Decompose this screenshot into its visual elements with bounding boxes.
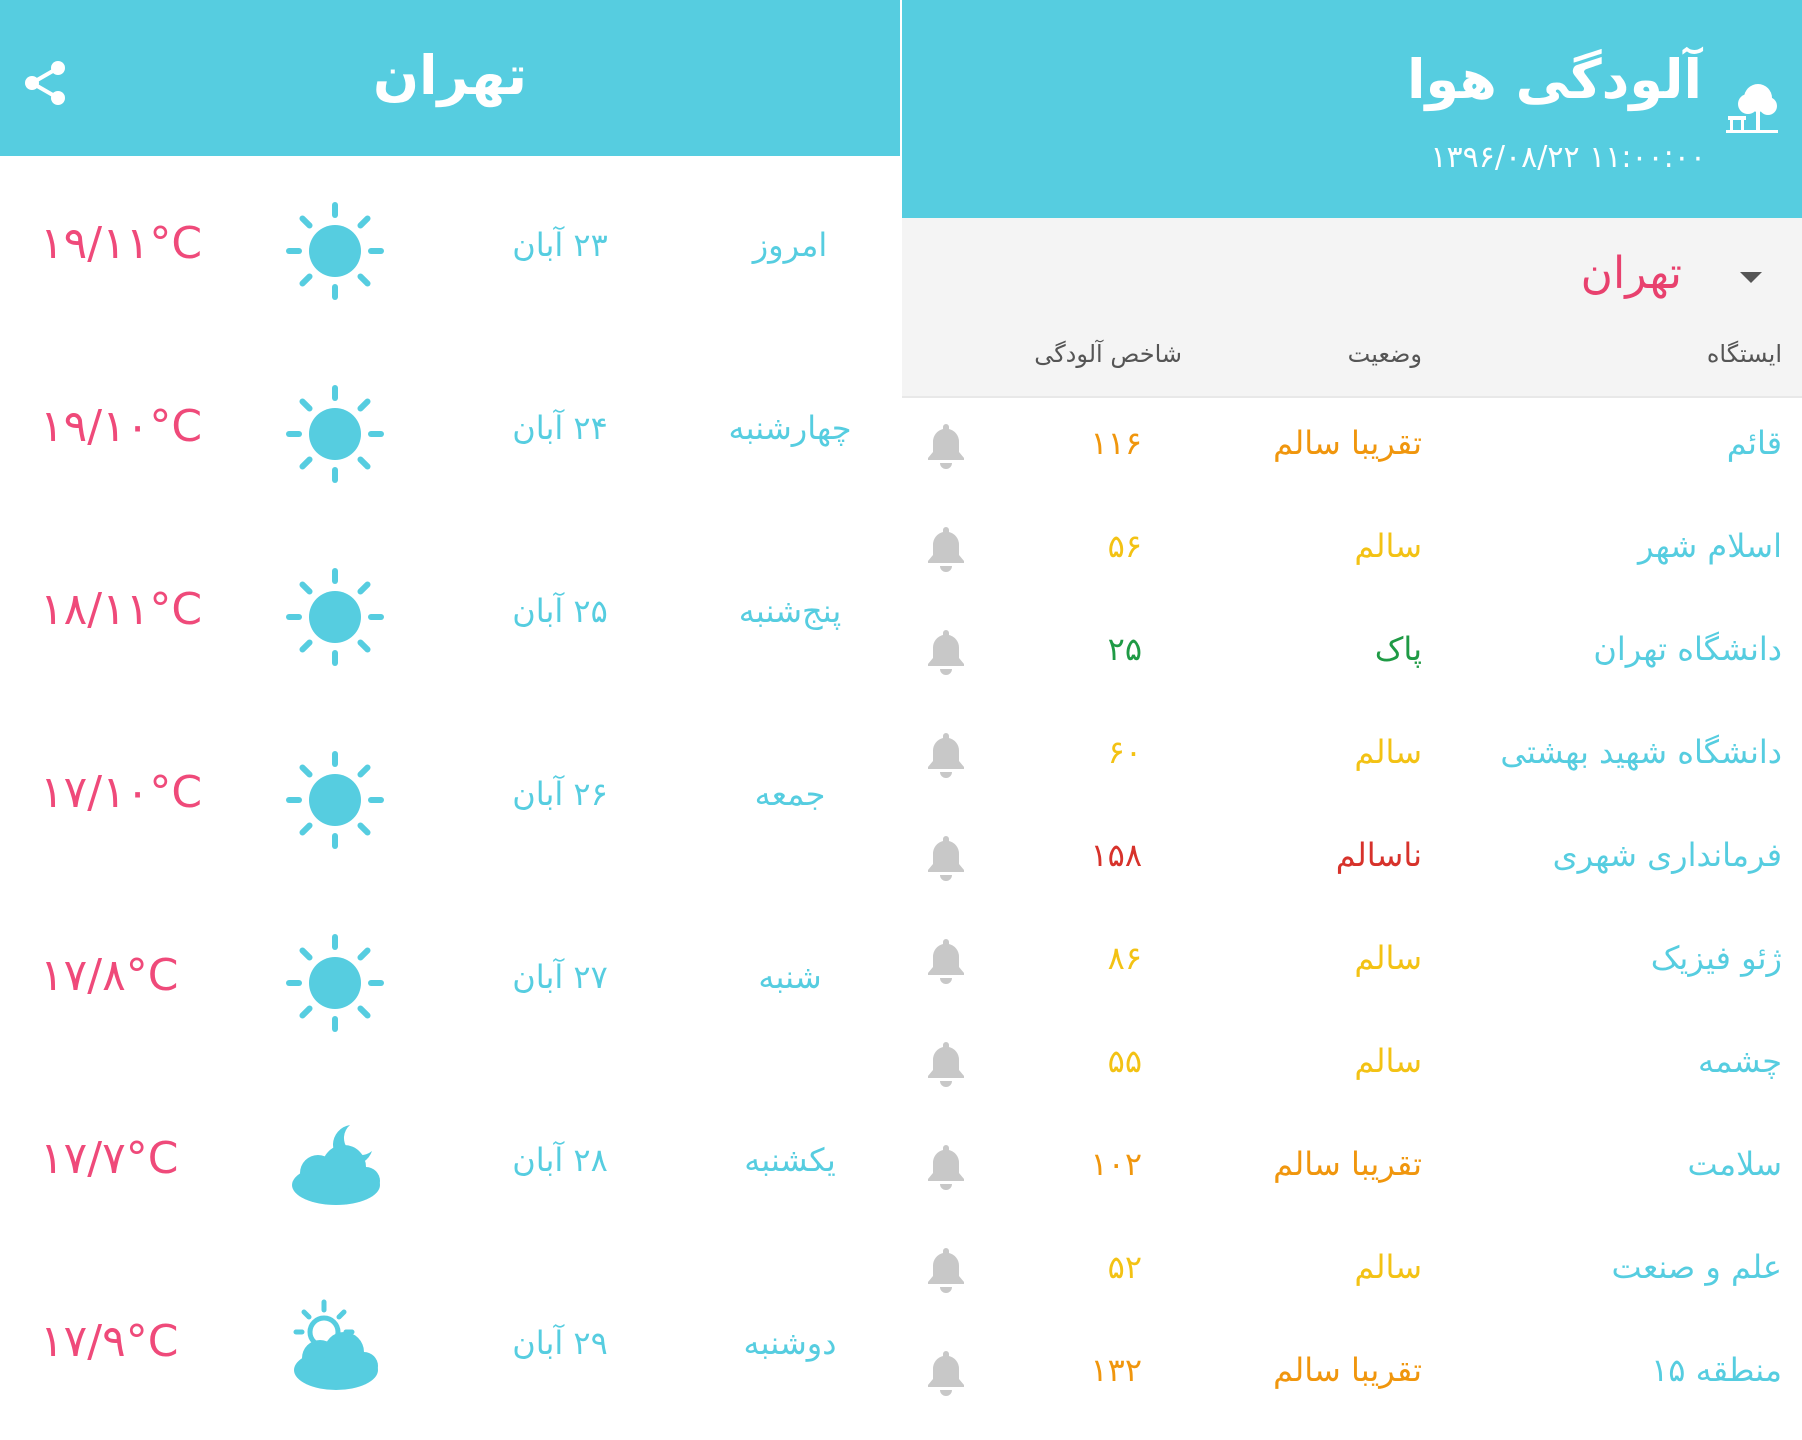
station-status: ناسالم xyxy=(1335,836,1422,874)
forecast-temp: ۱۹/۱۰°C xyxy=(40,401,203,452)
forecast-day: شنبه xyxy=(758,958,822,996)
bell-icon[interactable] xyxy=(924,626,968,676)
station-status: پاک xyxy=(1374,630,1422,668)
station-index: ۱۵۸ xyxy=(1090,836,1142,874)
sun-icon xyxy=(280,745,390,855)
forecast-date: ۲۶ آبان xyxy=(512,775,608,813)
forecast-temp: ۱۷/۹°C xyxy=(40,1316,179,1367)
station-row[interactable] xyxy=(902,1119,1802,1221)
sun-icon xyxy=(280,196,390,306)
pollution-panel xyxy=(902,0,1802,1440)
station-row[interactable] xyxy=(902,810,1802,912)
station-row[interactable] xyxy=(902,1016,1802,1118)
station-status: تقریبا سالم xyxy=(1273,1351,1422,1389)
forecast-panel xyxy=(0,0,900,1440)
forecast-temp: ۱۸/۱۱°C xyxy=(40,584,203,635)
forecast-row xyxy=(0,1071,900,1254)
forecast-row xyxy=(0,705,900,888)
bell-icon[interactable] xyxy=(924,1038,968,1088)
sun-icon xyxy=(280,928,390,1038)
forecast-row xyxy=(0,1254,900,1437)
station-name: چشمه xyxy=(1698,1042,1782,1080)
app-title: آلودگی هوا xyxy=(1407,48,1702,111)
station-status: سالم xyxy=(1354,733,1422,771)
bell-icon[interactable] xyxy=(924,420,968,470)
station-name: منطقه ۱۵ xyxy=(1651,1351,1782,1389)
forecast-day: جمعه xyxy=(754,775,826,813)
forecast-day: دوشنبه xyxy=(743,1324,837,1362)
forecast-day: یکشنبه xyxy=(744,1141,836,1179)
cloud-sun-icon xyxy=(280,1294,390,1404)
column-header-station: ایستگاه xyxy=(1706,340,1782,368)
station-index: ۸۶ xyxy=(1107,939,1142,977)
forecast-row xyxy=(0,888,900,1071)
bell-icon[interactable] xyxy=(924,1244,968,1294)
station-status: تقریبا سالم xyxy=(1273,1145,1422,1183)
station-index: ۱۳۲ xyxy=(1090,1351,1142,1389)
station-status: سالم xyxy=(1354,939,1422,977)
station-status: سالم xyxy=(1354,1248,1422,1286)
forecast-temp: ۱۹/۱۱°C xyxy=(40,218,203,269)
forecast-header xyxy=(0,0,900,156)
pollution-header xyxy=(902,0,1802,218)
forecast-temp: ۱۷/۷°C xyxy=(40,1133,179,1184)
forecast-city-title: تهران xyxy=(372,44,528,107)
column-header-index: شاخص آلودگی xyxy=(1034,340,1182,368)
forecast-temp: ۱۷/۱۰°C xyxy=(40,767,203,818)
station-name: فرمانداری شهری xyxy=(1552,836,1782,874)
station-row[interactable] xyxy=(902,1222,1802,1324)
station-index: ۵۵ xyxy=(1107,1042,1142,1080)
forecast-temp: ۱۷/۸°C xyxy=(40,950,179,1001)
station-row[interactable] xyxy=(902,707,1802,809)
station-name: اسلام شهر xyxy=(1638,527,1782,565)
forecast-row xyxy=(0,339,900,522)
station-row[interactable] xyxy=(902,398,1802,500)
forecast-date: ۲۵ آبان xyxy=(512,592,608,630)
station-status: تقریبا سالم xyxy=(1273,424,1422,462)
forecast-day: پنج‌شنبه xyxy=(738,592,842,630)
station-status: سالم xyxy=(1354,1042,1422,1080)
station-index: ۱۰۲ xyxy=(1090,1145,1142,1183)
station-index: ۱۱۶ xyxy=(1090,424,1142,462)
station-index: ۵۲ xyxy=(1107,1248,1142,1286)
station-name: سلامت xyxy=(1687,1145,1782,1183)
station-index: ۲۵ xyxy=(1107,630,1142,668)
station-status: سالم xyxy=(1354,527,1422,565)
forecast-day: چهارشنبه xyxy=(728,409,852,447)
bell-icon[interactable] xyxy=(924,523,968,573)
column-header-status: وضعیت xyxy=(1347,340,1422,368)
forecast-date: ۲۷ آبان xyxy=(512,958,608,996)
station-row[interactable] xyxy=(902,501,1802,603)
forecast-row xyxy=(0,522,900,705)
bell-icon[interactable] xyxy=(924,935,968,985)
tree-bench-icon xyxy=(1724,78,1780,134)
forecast-date: ۲۹ آبان xyxy=(512,1324,608,1362)
station-name: ژئو فیزیک xyxy=(1650,939,1782,977)
sun-icon xyxy=(280,379,390,489)
sun-icon xyxy=(280,562,390,672)
forecast-date: ۲۴ آبان xyxy=(512,409,608,447)
station-name: دانشگاه شهید بهشتی xyxy=(1500,733,1782,771)
station-name: دانشگاه تهران xyxy=(1593,630,1782,668)
station-row[interactable] xyxy=(902,1325,1802,1427)
bell-icon[interactable] xyxy=(924,1347,968,1397)
station-row[interactable] xyxy=(902,913,1802,1015)
forecast-row xyxy=(0,156,900,339)
bell-icon[interactable] xyxy=(924,1141,968,1191)
filter-bar xyxy=(902,218,1802,398)
update-datetime: ۱۳۹۶/۰۸/۲۲ ۱۱:۰۰:۰۰ xyxy=(1430,140,1706,175)
station-row[interactable] xyxy=(902,604,1802,706)
station-index: ۶۰ xyxy=(1107,733,1142,771)
bell-icon[interactable] xyxy=(924,832,968,882)
dropdown-arrow-icon[interactable] xyxy=(1740,272,1762,283)
bell-icon[interactable] xyxy=(924,729,968,779)
city-select[interactable]: تهران xyxy=(1580,248,1682,299)
station-index: ۵۶ xyxy=(1107,527,1142,565)
station-name: علم و صنعت xyxy=(1611,1248,1782,1286)
cloud-moon-icon xyxy=(280,1111,390,1221)
forecast-date: ۲۸ آبان xyxy=(512,1141,608,1179)
forecast-day: امروز xyxy=(752,226,828,264)
forecast-date: ۲۳ آبان xyxy=(512,226,608,264)
station-name: قائم xyxy=(1726,424,1782,462)
